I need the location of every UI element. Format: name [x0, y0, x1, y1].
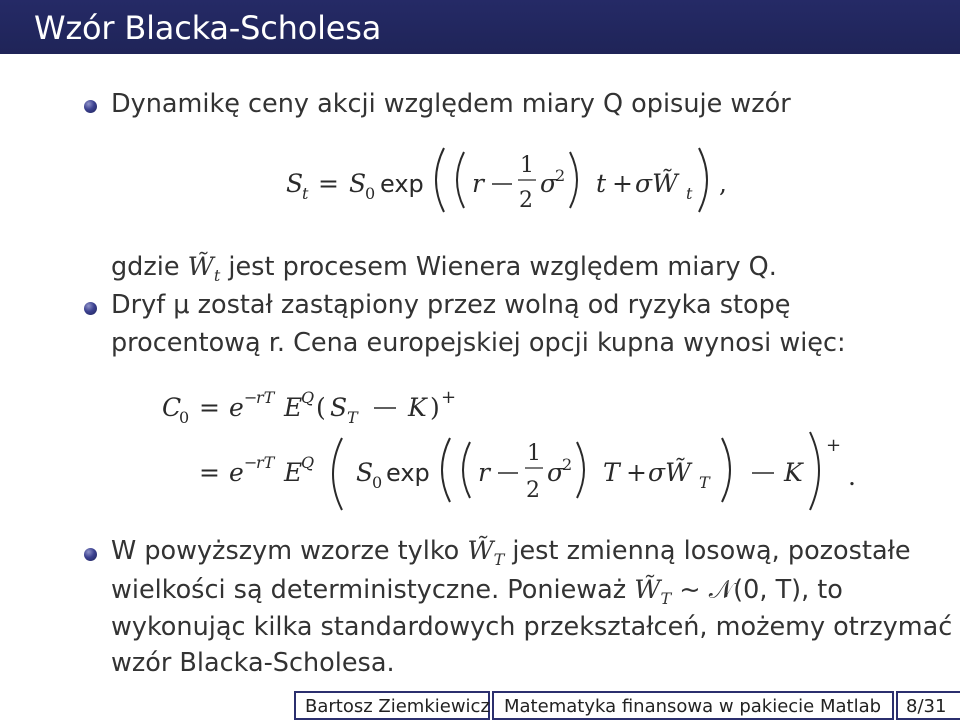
svg-text:exp: exp: [386, 459, 430, 487]
bullet-icon: [84, 302, 97, 315]
svg-text:σW̃: σW̃: [635, 169, 678, 198]
svg-text:,: ,: [719, 169, 727, 198]
bullet-3-line-3: wykonując kilka standardowych przekształceń, możemy otrzymać: [111, 612, 953, 642]
svg-text:S: S: [349, 169, 367, 198]
footer-course-box: [492, 691, 894, 720]
svg-text:exp: exp: [380, 170, 424, 198]
svg-text:S: S: [330, 393, 348, 422]
svg-text:σW̃: σW̃: [648, 458, 691, 487]
bullet-3-line-2: [111, 575, 843, 608]
bullet-3-line-1: [111, 536, 911, 569]
svg-text:1: 1: [527, 441, 541, 466]
svg-text:.: .: [848, 462, 856, 491]
title-bar: [0, 0, 960, 54]
svg-text:T: T: [347, 408, 358, 427]
bullet-3-line-2-b: ∼ 𝒩(0, T), to: [679, 575, 843, 605]
bullet-3-line-1-b: jest zmienną losową, pozostałe: [512, 536, 911, 566]
svg-text:+: +: [612, 169, 633, 198]
footer: [0, 691, 960, 720]
svg-text:C: C: [162, 393, 182, 422]
svg-text:S: S: [286, 169, 304, 198]
svg-text:2: 2: [555, 166, 566, 185]
svg-text:t: t: [302, 184, 309, 203]
svg-text:e: e: [229, 393, 244, 422]
svg-text:−: −: [244, 388, 258, 407]
svg-text:t: t: [686, 184, 693, 203]
bullet-3-line-2-a: wielkości są deterministyczne. Ponieważ: [111, 575, 627, 605]
svg-text:2: 2: [519, 188, 533, 213]
footer-author: Bartosz Ziemkiewicz: [305, 696, 490, 717]
svg-text:rT: rT: [256, 388, 275, 407]
svg-text:E: E: [284, 393, 303, 422]
svg-text:K: K: [784, 458, 803, 487]
svg-text:=: =: [318, 169, 339, 198]
bullet-3-line-4: wzór Blacka-Scholesa.: [111, 648, 395, 678]
svg-text:−: −: [244, 453, 258, 472]
bullet-2-line-1: Dryf μ został zastąpiony przez wolną od ryzyka stopę: [111, 290, 791, 320]
bullet-icon: [84, 548, 97, 561]
footer-page-number: 8/31: [906, 696, 947, 717]
svg-text:K: K: [408, 393, 427, 422]
svg-text:T: T: [699, 473, 710, 492]
svg-text:r: r: [472, 169, 484, 198]
wiener-symbol-T: $W̃_T$: [467, 536, 505, 570]
footer-page-box: [896, 691, 960, 720]
where-line: [111, 252, 777, 285]
svg-text:σ: σ: [540, 169, 558, 198]
svg-text:(: (: [316, 393, 326, 422]
footer-course: Matematyka finansowa w pakiecie Matlab: [504, 696, 882, 717]
where-prefix: gdzie: [111, 252, 180, 282]
svg-text:E: E: [284, 458, 303, 487]
where-rest: jest procesem Wienera względem miary Q.: [228, 252, 777, 282]
svg-text:0: 0: [372, 473, 383, 492]
svg-text:): ): [430, 393, 440, 422]
bullet-1-text: Dynamikę ceny akcji względem miary Q opisuje wzór: [111, 89, 791, 119]
wiener-symbol: $W̃_t$: [187, 252, 221, 286]
svg-text:1: 1: [520, 153, 534, 178]
svg-text:r: r: [478, 458, 490, 487]
svg-text:e: e: [229, 458, 244, 487]
svg-text:σ: σ: [547, 458, 565, 487]
svg-text:rT: rT: [256, 453, 275, 472]
bullet-icon: [84, 100, 97, 113]
bullet-2-line-2: procentową r. Cena europejskiej opcji kupna wynosi więc:: [111, 328, 846, 358]
footer-author-box: [294, 691, 490, 720]
wiener-symbol-T: $W̃_T$: [634, 575, 672, 609]
svg-text:=: =: [199, 458, 220, 487]
svg-text:0: 0: [179, 408, 190, 427]
svg-text:Q: Q: [301, 388, 315, 407]
svg-text:S: S: [356, 458, 374, 487]
svg-text:+: +: [626, 458, 647, 487]
slide-title: Wzór Blacka-Scholesa: [34, 9, 382, 47]
bullet-3-line-1-a: W powyższym wzorze tylko: [111, 536, 460, 566]
svg-text:2: 2: [526, 478, 540, 503]
svg-text:+: +: [826, 435, 842, 456]
svg-text:2: 2: [562, 455, 573, 474]
svg-text:Q: Q: [301, 453, 315, 472]
svg-text:T: T: [603, 458, 620, 487]
svg-text:+: +: [441, 387, 457, 408]
svg-text:t: t: [596, 169, 607, 198]
svg-text:=: =: [199, 393, 220, 422]
svg-text:0: 0: [365, 184, 376, 203]
